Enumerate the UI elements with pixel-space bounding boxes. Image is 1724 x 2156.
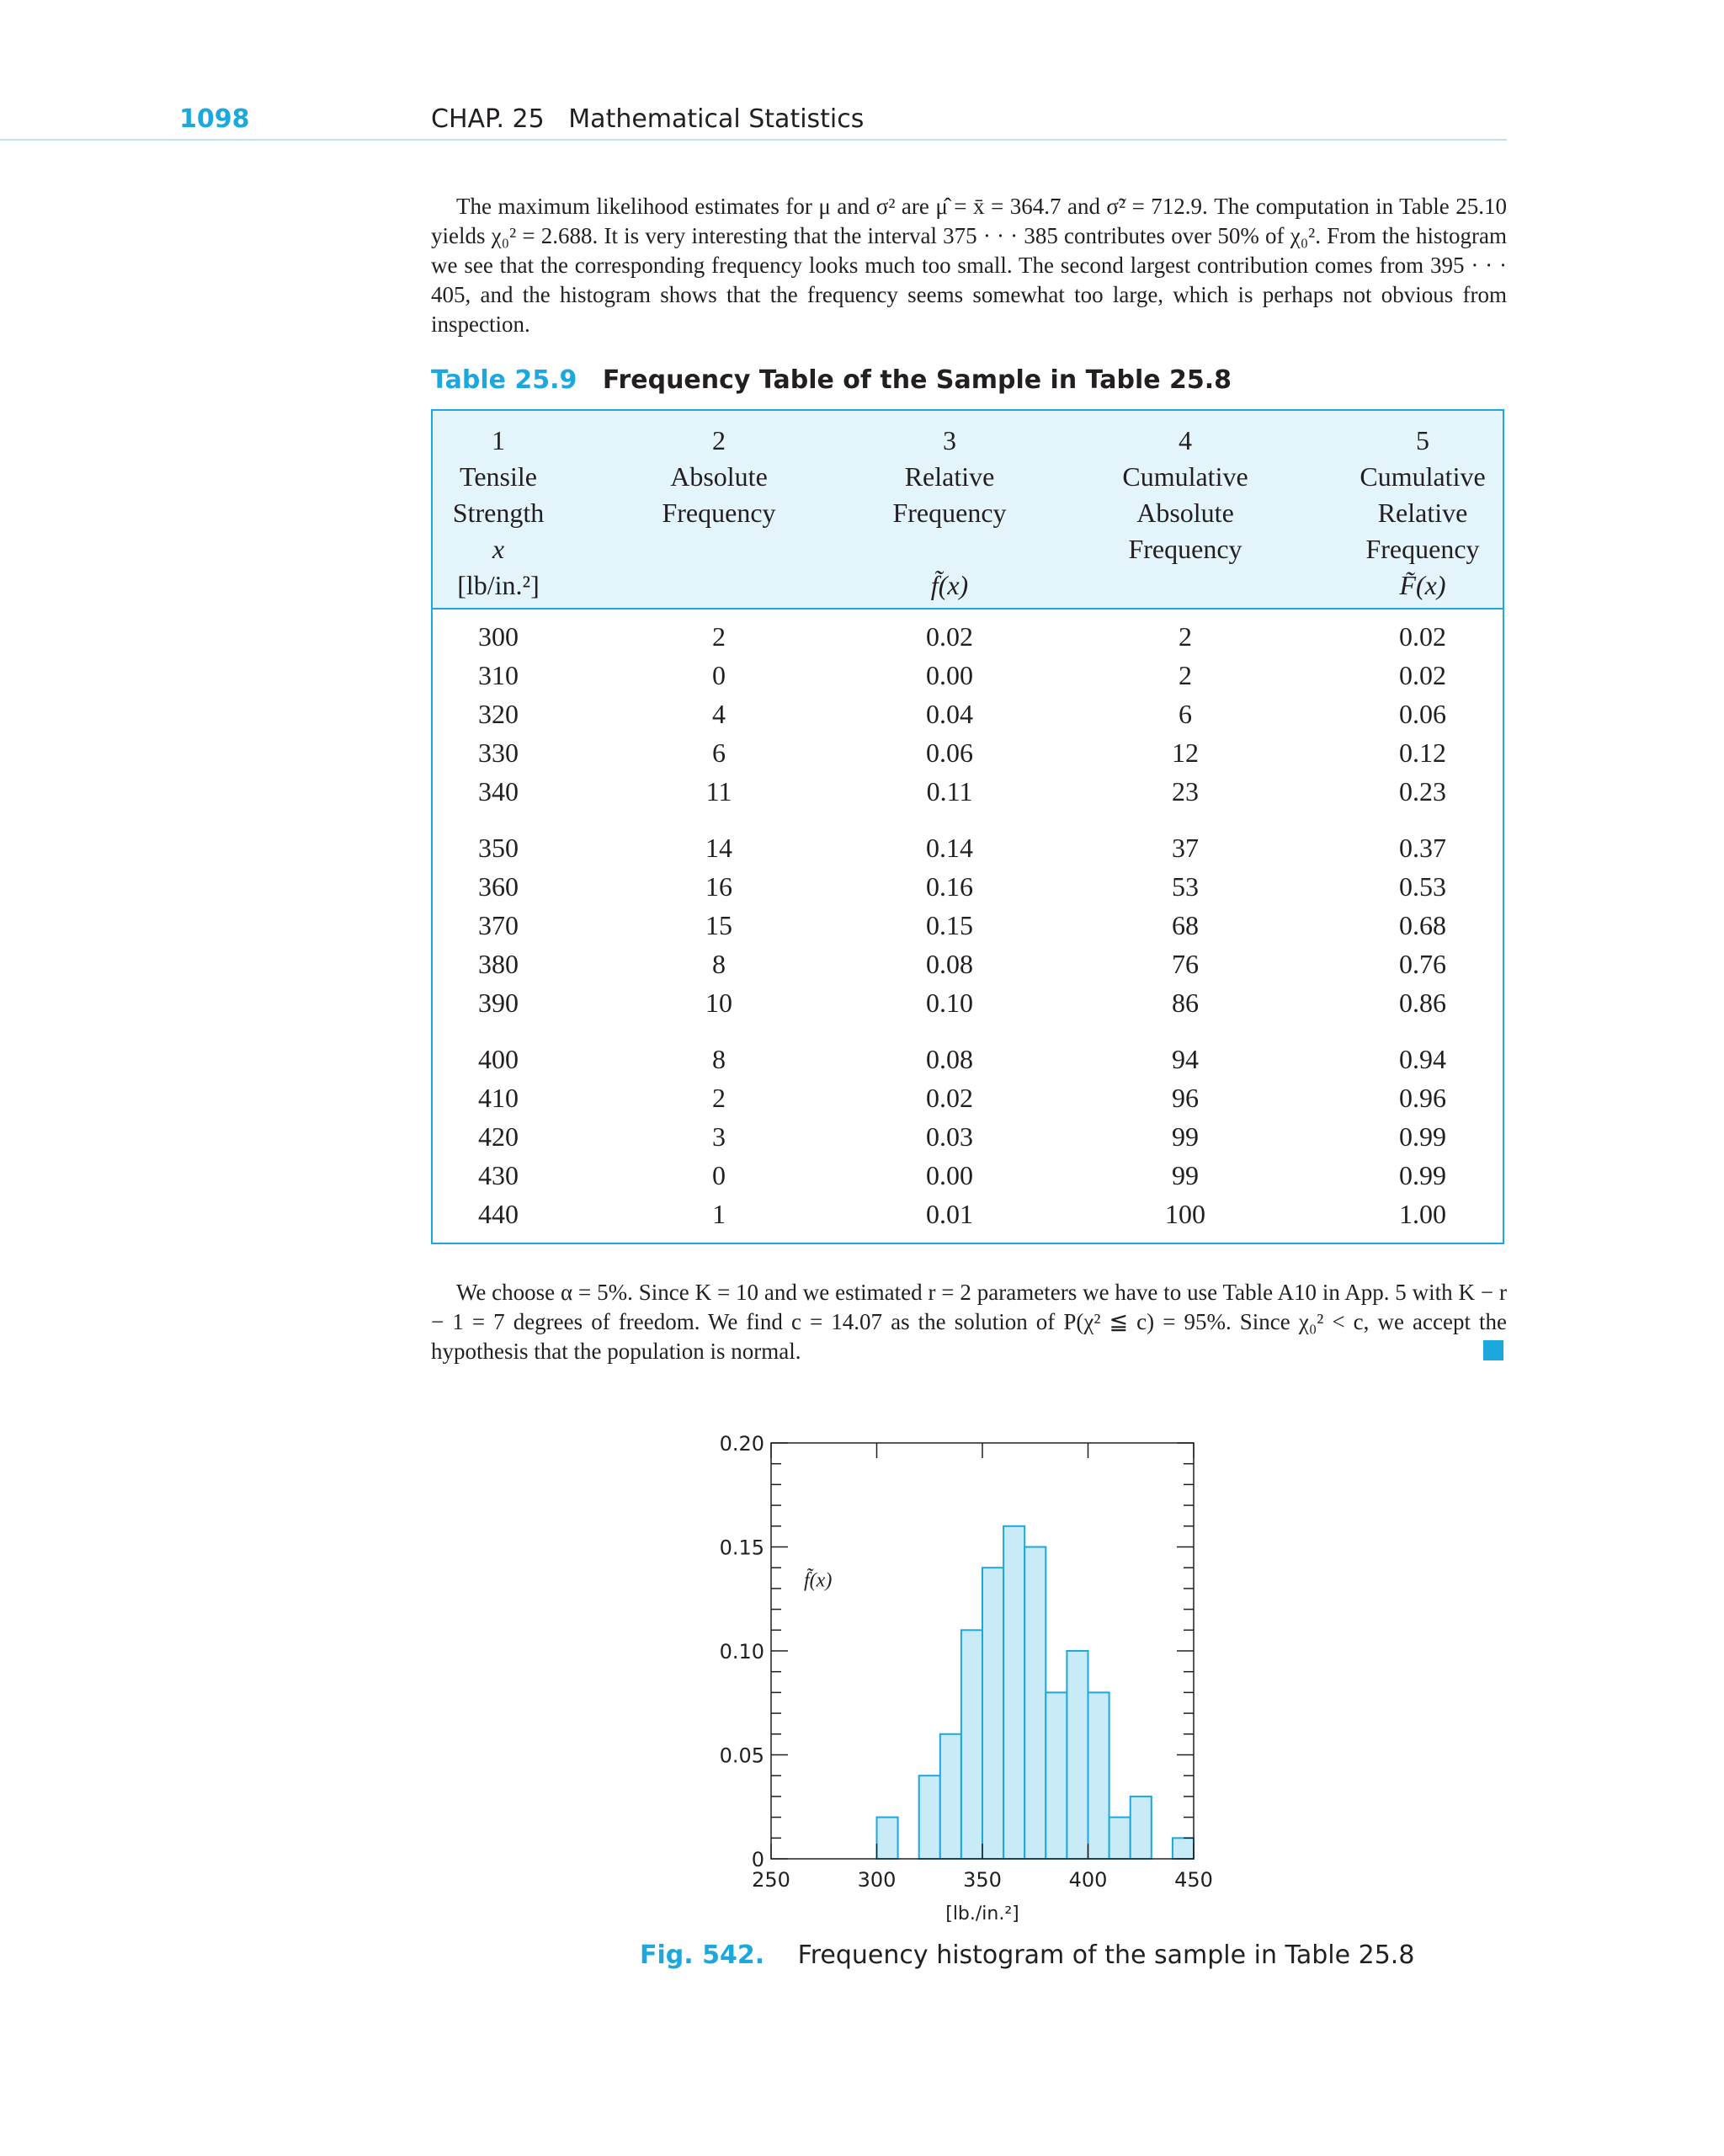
table-cell: 0.02 bbox=[1399, 621, 1446, 652]
table-cell: 14 bbox=[705, 833, 732, 863]
table-cell: 0.99 bbox=[1399, 1121, 1446, 1152]
header-col-4-line-2: Cumulative bbox=[1122, 461, 1248, 492]
table-cell: 16 bbox=[705, 871, 732, 902]
table-cell: 0 bbox=[712, 660, 726, 690]
table-cell: 0.99 bbox=[1399, 1160, 1446, 1190]
table-cell: 76 bbox=[1172, 949, 1199, 979]
header-col-2-line-3: Frequency bbox=[662, 498, 776, 528]
histogram-bar bbox=[919, 1775, 940, 1859]
table-cell: 300 bbox=[478, 621, 519, 652]
table-cell: 0.02 bbox=[1399, 660, 1446, 690]
table-cell: 1.00 bbox=[1399, 1199, 1446, 1229]
paragraph-2-text: We choose α = 5%. Since K = 10 and we estimated r = 2 parameters we have to use Table A10 in App. 5 with K − r − 1 = 7 degrees of freedom. We find c = 14.07 as the solution of P(χ² ≦ c) = 95%. Since χ₀² < c, we accept the hypothesis that the population is normal. bbox=[431, 1280, 1507, 1364]
header-col-4-line-4: Frequency bbox=[1128, 534, 1242, 564]
header-col-3-line-1: 3 bbox=[943, 425, 956, 455]
histogram-bar bbox=[1088, 1692, 1109, 1859]
table-cell: 86 bbox=[1172, 988, 1199, 1018]
table-cell: 420 bbox=[478, 1121, 519, 1152]
table-cell: 3 bbox=[712, 1121, 726, 1152]
table-cell: 0.04 bbox=[926, 699, 973, 729]
table-cell: 360 bbox=[478, 871, 519, 902]
y-tick-label: 0.05 bbox=[719, 1743, 764, 1768]
table-cell: 0.86 bbox=[1399, 988, 1446, 1018]
table-title: Frequency Table of the Sample in Table 25.8 bbox=[602, 365, 1232, 395]
y-tick-label: 0 bbox=[751, 1848, 764, 1871]
table-label: Table 25.9 bbox=[431, 365, 577, 395]
table-cell: 6 bbox=[1179, 699, 1192, 729]
table-cell: 0.94 bbox=[1399, 1044, 1446, 1074]
table-cell: 6 bbox=[712, 737, 726, 768]
table-cell: 12 bbox=[1172, 737, 1199, 768]
table-cell: 2 bbox=[712, 621, 726, 652]
paragraph-1-text: The maximum likelihood estimates for μ and σ² are μ̂ = x̄ = 364.7 and σ̃² = 712.9. The computation in Table 25.10 yields χ₀² = 2.688. It is very interesting that the interval 375 · · · 385 contributes over 50% of χ₀². From the histogram we see that the corresponding frequency looks much too small. The second largest contribution comes from 395 · · · 405, and the histogram shows that the frequency seems somewhat too large, which is perhaps not obvious from inspection. bbox=[431, 194, 1507, 337]
table-cell: 320 bbox=[478, 699, 519, 729]
y-tick-label: 0.20 bbox=[719, 1432, 764, 1456]
y-tick-label: 0.10 bbox=[719, 1640, 764, 1664]
figure-label: Fig. 542. bbox=[640, 1940, 765, 1970]
figure-caption-text: Frequency histogram of the sample in Table 25.8 bbox=[797, 1940, 1415, 1970]
y-tick-label: 0.15 bbox=[719, 1536, 764, 1560]
table-cell: 8 bbox=[712, 1044, 726, 1074]
table-cell: 4 bbox=[712, 699, 726, 729]
table-cell: 0.10 bbox=[926, 988, 973, 1018]
table-cell: 410 bbox=[478, 1083, 519, 1113]
table-cell: 0.06 bbox=[926, 737, 973, 768]
table-cell: 0.14 bbox=[926, 833, 973, 863]
figure-caption bbox=[640, 1940, 1414, 1970]
header-col-3-line-2: Relative bbox=[904, 461, 995, 492]
header-col-3-line-5: f̃(x) bbox=[930, 570, 969, 600]
table-cell: 0.03 bbox=[926, 1121, 973, 1152]
table-cell: 99 bbox=[1172, 1160, 1199, 1190]
table-cell: 0.37 bbox=[1399, 833, 1446, 863]
table-cell: 430 bbox=[478, 1160, 519, 1190]
table-cell: 330 bbox=[478, 737, 519, 768]
x-tick-label: 400 bbox=[1068, 1868, 1108, 1892]
x-tick-label: 300 bbox=[857, 1868, 897, 1892]
table-cell: 370 bbox=[478, 910, 519, 940]
header-col-2-line-1: 2 bbox=[712, 425, 726, 455]
table-cell: 15 bbox=[705, 910, 732, 940]
table-cell: 0.11 bbox=[926, 776, 973, 807]
x-tick-label: 250 bbox=[752, 1868, 790, 1892]
table-cell: 99 bbox=[1172, 1121, 1199, 1152]
header-col-5-line-5: F̃(x) bbox=[1399, 570, 1446, 600]
header-col-1-line-3: Strength bbox=[452, 498, 545, 528]
table-cell: 0.12 bbox=[1399, 737, 1446, 768]
table-cell: 390 bbox=[478, 988, 519, 1018]
table-cell: 96 bbox=[1172, 1083, 1199, 1113]
header-col-1-line-1: 1 bbox=[492, 425, 505, 455]
header-col-5-line-1: 5 bbox=[1416, 425, 1429, 455]
table-cell: 0 bbox=[712, 1160, 726, 1190]
header-col-1-line-4: x bbox=[492, 534, 505, 564]
table-cell: 0.01 bbox=[926, 1199, 973, 1229]
table-cell: 440 bbox=[478, 1199, 519, 1229]
table-cell: 10 bbox=[705, 988, 732, 1018]
table-cell: 0.02 bbox=[926, 1083, 973, 1113]
table-cell: 350 bbox=[478, 833, 519, 863]
header-col-5-line-2: Cumulative bbox=[1360, 461, 1486, 492]
histogram-bar bbox=[1024, 1547, 1046, 1860]
header-col-3-line-3: Frequency bbox=[892, 498, 1007, 528]
table-cell: 0.00 bbox=[926, 660, 973, 690]
running-head: CHAP. 25 Mathematical Statistics bbox=[431, 104, 865, 134]
table-cell: 53 bbox=[1172, 871, 1199, 902]
header-col-1-line-2: Tensile bbox=[460, 461, 537, 492]
table-cell: 68 bbox=[1172, 910, 1199, 940]
table-cell: 0.00 bbox=[926, 1160, 973, 1190]
table-cell: 37 bbox=[1172, 833, 1199, 863]
series-label: f̃(x) bbox=[804, 1569, 833, 1592]
table-cell: 0.96 bbox=[1399, 1083, 1446, 1113]
histogram-bar bbox=[1109, 1818, 1131, 1859]
table-cell: 0.53 bbox=[1399, 871, 1446, 902]
table-cell: 0.23 bbox=[1399, 776, 1446, 807]
header-col-5-line-4: Frequency bbox=[1365, 534, 1480, 564]
table-cell: 340 bbox=[478, 776, 519, 807]
table-cell: 2 bbox=[1179, 660, 1192, 690]
histogram-bar bbox=[1046, 1692, 1067, 1859]
table-cell: 100 bbox=[1165, 1199, 1205, 1229]
histogram-bar bbox=[961, 1630, 982, 1859]
histogram-bar bbox=[940, 1734, 961, 1859]
table-cell: 2 bbox=[712, 1083, 726, 1113]
table-cell: 400 bbox=[478, 1044, 519, 1074]
page-number: 1098 bbox=[179, 104, 250, 134]
header-col-2-line-2: Absolute bbox=[670, 461, 768, 492]
histogram-bar bbox=[1131, 1797, 1152, 1859]
histogram-bar bbox=[1173, 1838, 1194, 1859]
histogram-bar bbox=[982, 1568, 1003, 1859]
header-col-1-line-5: [lb/in.²] bbox=[457, 570, 540, 600]
histogram-bar bbox=[1067, 1651, 1088, 1859]
table-cell: 0.15 bbox=[926, 910, 973, 940]
table-cell: 11 bbox=[705, 776, 732, 807]
x-tick-label: 350 bbox=[963, 1868, 1002, 1892]
histogram-bar bbox=[1003, 1526, 1024, 1859]
header-col-4-line-1: 4 bbox=[1179, 425, 1192, 455]
table-cell: 94 bbox=[1172, 1044, 1199, 1074]
table-cell: 310 bbox=[478, 660, 519, 690]
x-axis-label: [lb./in.²] bbox=[945, 1903, 1019, 1924]
header-col-5-line-3: Relative bbox=[1377, 498, 1468, 528]
table-cell: 0.02 bbox=[926, 621, 973, 652]
histogram-bar bbox=[877, 1818, 898, 1859]
header-col-4-line-3: Absolute bbox=[1136, 498, 1234, 528]
table-cell: 0.16 bbox=[926, 871, 973, 902]
table-cell: 23 bbox=[1172, 776, 1199, 807]
table-cell: 8 bbox=[712, 949, 726, 979]
table-cell: 0.06 bbox=[1399, 699, 1446, 729]
table-cell: 0.08 bbox=[926, 1044, 973, 1074]
table-cell: 0.68 bbox=[1399, 910, 1446, 940]
table-cell: 0.76 bbox=[1399, 949, 1446, 979]
table-cell: 0.08 bbox=[926, 949, 973, 979]
table-cell: 380 bbox=[478, 949, 519, 979]
table-cell: 1 bbox=[712, 1199, 726, 1229]
x-tick-label: 450 bbox=[1174, 1868, 1213, 1892]
table-cell: 2 bbox=[1179, 621, 1192, 652]
